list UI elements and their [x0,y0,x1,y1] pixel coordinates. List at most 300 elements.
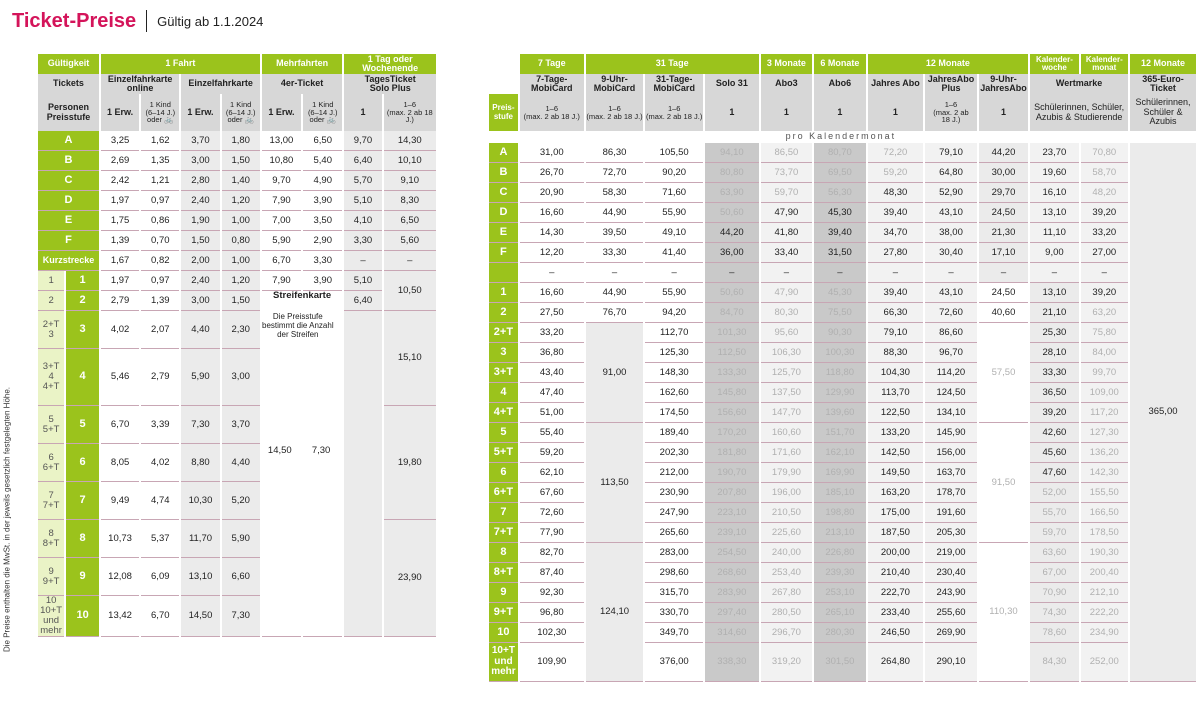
zone-cell-monat: 234,90 [1081,623,1128,643]
zone-price-cell-r: 104,30 [868,363,924,383]
head-ticket-7: JahresAbo Plus [925,74,977,94]
zone-cell-monat: 39,20 [1081,283,1128,303]
zone-label: 1 [38,271,64,291]
right-price-cell: 48,30 [868,183,924,203]
head-ticket-0: 7-Tage-MobiCard [520,74,584,94]
price-level-r: B [489,163,518,183]
zone-price-cell-r: 160,60 [761,423,813,443]
zone-price-cell-r: 319,20 [761,643,813,682]
zone-cell-monat: 84,00 [1081,343,1128,363]
right-price-cell: 27,80 [868,243,924,263]
zone-price-cell: 7,90 [262,271,301,291]
zone-price-cell-r: 283,00 [645,543,703,563]
zone-price-cell: 10,30 [181,482,219,520]
zone-price-level-r: 5 [489,423,518,443]
blank [489,74,518,94]
zone-cell-7tage: 43,40 [520,363,584,383]
zone-cell-7tage: 47,40 [520,383,584,403]
zone-price-cell-r: 169,90 [814,463,866,483]
zone-cell-7tage: 109,90 [520,643,584,682]
head-ticket-5: Abo6 [814,74,866,94]
zone-cell-woche: 42,60 [1030,423,1078,443]
zone-price-cell-r: 205,30 [925,523,977,543]
zone-price-level-r: 6 [489,463,518,483]
zone-price-cell-r: 171,60 [761,443,813,463]
zone-price-level-r: 4 [489,383,518,403]
left-price-cell: 3,50 [303,211,342,231]
head-persons-r-0: 1–6 (max. 2 ab 18 J.) [520,94,584,131]
price-level-F: F [38,231,99,251]
zone-price-cell: 4,40 [222,444,260,482]
zone-price-cell: 4,40 [181,311,219,349]
zone-price-cell-r: 190,70 [705,463,759,483]
zone-price-cell: 2,79 [101,291,139,311]
head-einzel-online: Einzelfahrkarte online [101,74,179,94]
zone-cell-7tage: 16,60 [520,283,584,303]
zone-price-cell-r: 269,90 [925,623,977,643]
zone-cell-monat: 117,20 [1081,403,1128,423]
zone-price-cell-r: 219,00 [925,543,977,563]
zone-price-level-r: 1 [489,283,518,303]
streifenkarte-kind: 7,30 [311,445,331,456]
tagesticket-plus-group: 10,50 [384,271,436,311]
zone-price-level-r: 5+T [489,443,518,463]
right-price-cell: 30,40 [925,243,977,263]
zone-cell-woche: 70,90 [1030,583,1078,603]
zone-cell-monat: 109,00 [1081,383,1128,403]
left-price-cell: 2,42 [101,171,139,191]
head-12-monate: 12 Monate [868,54,1029,74]
zone-price-cell-r: 225,60 [761,523,813,543]
zone-price-cell-r: 349,70 [645,623,703,643]
zone-price-cell: 10,73 [101,520,139,558]
head-persons-365: Schülerinnen, Schüler & Azubis [1130,94,1196,131]
zone-price-cell: 13,42 [101,596,139,637]
right-price-cell: – [1030,263,1078,283]
zone-price-level-r: 6+T [489,483,518,503]
zone-price-cell-r: 142,50 [868,443,924,463]
zone-cell-woche: 33,30 [1030,363,1078,383]
zone-price-cell-r: 210,50 [761,503,813,523]
right-price-cell: 44,20 [979,143,1028,163]
left-price-cell: 10,80 [262,151,301,171]
zone-price-cell-r: 162,60 [645,383,703,403]
zone-price-cell-r: 175,00 [868,503,924,523]
price-level-r [489,263,518,283]
zone-price-cell-r: 174,50 [645,403,703,423]
head-persons-r-2: 1–6 (max. 2 ab 18 J.) [645,94,703,131]
zone-price-cell-r: 162,10 [814,443,866,463]
zone-price-cell: 3,00 [222,349,260,406]
zone-price-cell-r: 178,70 [925,483,977,503]
blank [489,54,518,74]
right-price-cell: 33,20 [1081,223,1128,243]
left-price-cell: 6,50 [303,131,342,151]
zone-label: 2 [38,291,64,311]
zone-price-cell-r: 50,60 [705,283,759,303]
left-price-cell: 1,20 [222,191,260,211]
head-ticket-8: 9-Uhr-JahresAbo [980,73,1027,93]
mobi9-group: 113,50 [586,423,644,543]
zone-label: 2+T 3 [38,311,64,349]
right-price-cell: 49,10 [645,223,703,243]
head-persons-r-5: 1 [814,94,866,131]
left-price-cell: 5,10 [344,191,381,211]
zone-cell-7tage: 59,20 [520,443,584,463]
zone-cell-woche: 78,60 [1030,623,1078,643]
zone-price-cell-r: 125,30 [645,343,703,363]
zone-price-cell-r: 191,60 [925,503,977,523]
tagesticket-solo-cell: 5,10 [344,271,381,291]
zone-price-cell-r: 198,80 [814,503,866,523]
left-price-cell: 1,21 [141,171,179,191]
left-price-cell: 1,50 [222,151,260,171]
right-price-cell: 39,40 [814,223,866,243]
left-price-cell: 1,62 [141,131,179,151]
zone-price-cell-r: 96,70 [925,343,977,363]
zone-price-cell-r: 148,30 [645,363,703,383]
left-price-cell: 3,30 [303,251,342,271]
right-price-cell: 94,10 [705,143,759,163]
right-price-cell: 80,70 [814,143,866,163]
zone-price-cell: 5,46 [101,349,139,406]
head-1-tag: 1 Tag oder Wochenende [344,54,436,74]
zone-price-cell-r: 338,30 [705,643,759,682]
mobi9-group: 91,00 [586,323,644,423]
zone-price-level: 1 [66,271,99,291]
right-price-cell: 73,70 [761,163,813,183]
zone-cell-monat: 75,80 [1081,323,1128,343]
zone-price-level-r: 3+T [489,363,518,383]
right-price-cell: 86,30 [586,143,644,163]
zone-price-level: 4 [66,349,99,406]
head-gueltigkeit: Gültigkeit [38,54,99,74]
left-price-cell: 5,60 [384,231,436,251]
right-price-cell: 48,20 [1081,183,1128,203]
zone-price-cell-r: 100,30 [814,343,866,363]
zone-price-cell: 1,50 [222,291,260,311]
left-price-cell: 9,70 [344,131,381,151]
zone-price-level-r: 10+T und mehr [489,643,518,682]
right-price-cell: 71,60 [645,183,703,203]
zone-cell-monat: 252,00 [1081,643,1128,682]
zone-cell-7tage: 87,40 [520,563,584,583]
zone-price-cell-r: 170,20 [705,423,759,443]
zone-price-cell: 6,70 [141,596,179,637]
zone-price-cell-r: 39,40 [868,283,924,303]
zone-cell-woche: 47,60 [1030,463,1078,483]
right-price-cell: – [814,263,866,283]
right-price-cell: 70,80 [1081,143,1128,163]
right-price-cell: 27,00 [1081,243,1128,263]
zone-price-cell: 5,20 [222,482,260,520]
right-price-cell: 50,60 [705,203,759,223]
zone-price-level: 2 [66,291,99,311]
head-ticket-3: Solo 31 [705,74,759,94]
zone-price-level-r: 3 [489,343,518,363]
zone-cell-monat: 178,50 [1081,523,1128,543]
zone-price-cell-r: 280,50 [761,603,813,623]
tagesticket-solo-cell: 6,40 [344,291,381,311]
left-price-cell: 9,10 [384,171,436,191]
right-price-cell: 34,70 [868,223,924,243]
zone-price-level: 8 [66,520,99,558]
zone-cell-7tage: 51,00 [520,403,584,423]
zone-cell-7tage: 62,10 [520,463,584,483]
left-price-cell: 5,90 [262,231,301,251]
zone-price-cell-r: 179,90 [761,463,813,483]
zone-price-cell-r: 265,10 [814,603,866,623]
left-price-cell: 7,90 [262,191,301,211]
head-persons-r-3: 1 [705,94,759,131]
zone-price-cell-r: 213,10 [814,523,866,543]
zone-price-level-r: 4+T [489,403,518,423]
zone-price-cell-r: 112,50 [705,343,759,363]
right-price-cell: – [979,263,1028,283]
zone-price-level-r: 9+T [489,603,518,623]
right-price-cell: 20,90 [520,183,584,203]
right-price-cell: 17,10 [979,243,1028,263]
zone-cell-woche: 67,00 [1030,563,1078,583]
head-persons-r-6: 1 [868,94,924,131]
right-price-cell: 44,20 [705,223,759,243]
right-price-cell: – [520,263,584,283]
head-1-fahrt: 1 Fahrt [101,54,260,74]
zone-price-cell-r: 212,00 [645,463,703,483]
zone-price-cell: 11,70 [181,520,219,558]
head-persons-r-8: 1 [979,94,1028,131]
right-price-cell: 23,70 [1030,143,1078,163]
left-price-cell: 7,00 [262,211,301,231]
zone-price-level: 6 [66,444,99,482]
zone-price-level: 5 [66,406,99,444]
zone-cell-woche: 45,60 [1030,443,1078,463]
right-price-cell: 13,10 [1030,203,1078,223]
zone-price-cell: 3,70 [222,406,260,444]
zone-price-cell-r: 149,50 [868,463,924,483]
zone-cell-monat: 212,10 [1081,583,1128,603]
zone-cell-7tage: 82,70 [520,543,584,563]
zone-price-cell-r: 247,90 [645,503,703,523]
right-price-cell: – [586,263,644,283]
head-persons-1: 1 Erw. [101,94,139,131]
zone-price-cell-r: 55,90 [645,283,703,303]
zone-price-cell: 3,00 [181,291,219,311]
zone-cell-monat: 155,50 [1081,483,1128,503]
head-persons-8: 1–6 (max. 2 ab 18 J.) [384,94,436,131]
left-price-cell: 1,67 [101,251,139,271]
right-price-cell: 59,20 [868,163,924,183]
zone-price-level: 7 [66,482,99,520]
zone-price-cell-r: 133,20 [868,423,924,443]
right-price-cell: – [925,263,977,283]
zone-price-cell-r: 129,90 [814,383,866,403]
left-price-cell: 4,90 [303,171,342,191]
zone-cell-woche: 36,50 [1030,383,1078,403]
left-price-cell: 1,40 [222,171,260,191]
right-price-table [487,54,1198,682]
right-price-cell: 105,50 [645,143,703,163]
price-level-E: E [38,211,99,231]
left-price-cell: 0,70 [141,231,179,251]
zone-price-cell-r: 163,20 [868,483,924,503]
price-level-r: D [489,203,518,223]
left-price-cell: 8,30 [384,191,436,211]
zone-cell-7tage: 96,80 [520,603,584,623]
zone-price-level: 3 [66,311,99,349]
price-level-C: C [38,171,99,191]
zone-price-cell-r: 163,70 [925,463,977,483]
zone-price-cell-r: 255,60 [925,603,977,623]
left-price-cell: 3,25 [101,131,139,151]
zone-price-cell-r: 147,70 [761,403,813,423]
head-kalenderwoche: Kalender-woche [1030,54,1078,74]
left-price-cell: 6,70 [262,251,301,271]
zone-cell-7tage: 27,50 [520,303,584,323]
left-price-cell: 2,69 [101,151,139,171]
left-price-cell: 0,80 [222,231,260,251]
zone-price-level: 10 [66,596,99,637]
zone-cell-monat: 222,20 [1081,603,1128,623]
zone-price-level-r: 10 [489,623,518,643]
head-ticket-6: Jahres Abo [868,74,924,94]
right-price-cell: 63,90 [705,183,759,203]
zone-cell-7tage: 77,90 [520,523,584,543]
zone-cell-monat: 190,30 [1081,543,1128,563]
streifenkarte-title: Streifenkarte [273,290,332,301]
zone-price-cell-r: 145,80 [705,383,759,403]
right-price-cell: 12,20 [520,243,584,263]
head-einzel: Einzelfahrkarte [181,74,259,94]
right-price-cell: 69,50 [814,163,866,183]
head-tagesticket: TagesTicket Solo Plus [344,74,436,94]
zone-cell-monat: 200,40 [1081,563,1128,583]
right-price-cell: 19,60 [1030,163,1078,183]
right-price-cell: 90,20 [645,163,703,183]
right-price-cell: 33,30 [586,243,644,263]
left-price-cell: 3,90 [303,191,342,211]
zone-price-cell-r: 95,60 [761,323,813,343]
left-price-cell: 3,30 [344,231,381,251]
zone-cell-monat: 99,70 [1081,363,1128,383]
left-price-cell: 1,90 [181,211,219,231]
zone-price-cell-r: 246,50 [868,623,924,643]
zone-price-cell-r: 268,60 [705,563,759,583]
right-price-cell: 39,40 [868,203,924,223]
zone-price-cell-r: 72,60 [925,303,977,323]
left-price-cell: – [384,251,436,271]
price-level-B: B [38,151,99,171]
zone-label: 10 10+T und mehr [38,596,64,637]
zone-price-cell: 8,80 [181,444,219,482]
abo9-group: 110,30 [979,543,1028,682]
zone-price-cell-r: 226,80 [814,543,866,563]
zone-price-cell-r: 137,50 [761,383,813,403]
price-level-A: A [38,131,99,151]
zone-price-cell-r: 124,50 [925,383,977,403]
zone-price-cell-r: 156,00 [925,443,977,463]
right-price-cell: 47,90 [761,203,813,223]
zone-price-cell: 6,60 [222,558,260,596]
ticket-365-value: 365,00 [1130,143,1196,682]
zone-price-cell-r: 301,50 [814,643,866,682]
right-price-cell: 72,70 [586,163,644,183]
zone-price-cell: 5,90 [181,349,219,406]
left-price-cell: 2,00 [181,251,219,271]
tagesticket-plus-group: 23,90 [384,520,436,637]
zone-cell-abo9: 40,60 [979,303,1028,323]
zone-price-cell-r: 181,80 [705,443,759,463]
zone-cell-woche: 25,30 [1030,323,1078,343]
zone-price-cell: 6,70 [101,406,139,444]
right-price-cell: 16,60 [520,203,584,223]
zone-cell-woche: 74,30 [1030,603,1078,623]
zone-price-cell-r: 283,90 [705,583,759,603]
head-mehrfahrten: Mehrfahrten [262,54,343,74]
zone-price-cell-r: 207,80 [705,483,759,503]
zone-cell-woche: 59,70 [1030,523,1078,543]
left-price-cell: 1,35 [141,151,179,171]
validity-date: Gültig ab 1.1.2024 [157,13,264,29]
left-price-cell: 2,90 [303,231,342,251]
zone-price-cell: 5,90 [222,520,260,558]
zone-price-cell: 7,30 [222,596,260,637]
zone-cell-7tage: 102,30 [520,623,584,643]
zone-cell-woche: 52,00 [1030,483,1078,503]
left-price-cell: 1,00 [222,251,260,271]
zone-price-cell-r: 43,10 [925,283,977,303]
zone-price-cell-r: 314,60 [705,623,759,643]
right-price-cell: 33,40 [761,243,813,263]
zone-price-level-r: 9 [489,583,518,603]
zone-price-cell-r: 139,60 [814,403,866,423]
zone-price-cell-r: 296,70 [761,623,813,643]
zone-price-cell-r: 264,80 [868,643,924,682]
right-price-cell: 38,00 [925,223,977,243]
right-price-cell: 59,70 [761,183,813,203]
left-price-cell: 13,00 [262,131,301,151]
zone-price-cell-r: 122,50 [868,403,924,423]
zone-price-cell-r: 45,30 [814,283,866,303]
head-7-tage: 7 Tage [520,54,584,74]
zone-price-cell-r: 230,90 [645,483,703,503]
zone-price-cell-r: 243,90 [925,583,977,603]
right-price-cell: 58,30 [586,183,644,203]
zone-price-cell-r: 280,30 [814,623,866,643]
head-6-monate: 6 Monate [814,54,866,74]
zone-price-cell-r: 290,10 [925,643,977,682]
zone-price-cell-r: 151,70 [814,423,866,443]
zone-price-cell: 2,40 [181,271,219,291]
right-price-cell: 41,40 [645,243,703,263]
right-price-cell: 30,00 [979,163,1028,183]
left-price-cell: 14,30 [384,131,436,151]
zone-price-cell-r: 239,10 [705,523,759,543]
zone-price-cell-r: 79,10 [868,323,924,343]
right-price-cell: 26,70 [520,163,584,183]
price-level-D: D [38,191,99,211]
head-kalendermonat: Kalender-monat [1081,54,1128,74]
right-price-cell: 55,90 [645,203,703,223]
right-price-cell: 36,00 [705,243,759,263]
right-price-cell: – [645,263,703,283]
zone-price-cell: 0,97 [141,271,179,291]
zone-price-cell-r: 230,40 [925,563,977,583]
zone-label: 3+T 4 4+T [38,349,64,406]
zone-price-cell-r: 297,40 [705,603,759,623]
zone-cell-7tage: 92,30 [520,583,584,603]
zone-price-cell: 7,30 [181,406,219,444]
